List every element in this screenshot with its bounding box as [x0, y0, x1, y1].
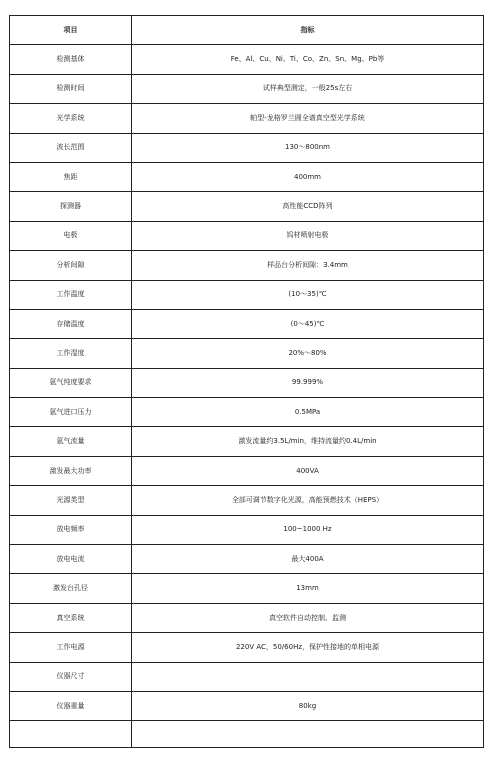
row-spec: 130～800nm [132, 133, 484, 162]
table-row [10, 339, 484, 368]
table-row [10, 221, 484, 250]
row-spec: 全部可调节数字化光源，高能预燃技术（HEPS） [132, 486, 484, 515]
table-row [10, 486, 484, 515]
spec-table-container [9, 15, 483, 748]
table-row [10, 309, 484, 338]
row-item: 仪器尺寸 [10, 662, 132, 691]
row-spec: 99.999% [132, 368, 484, 397]
row-item: 探测器 [10, 192, 132, 221]
table-row [10, 74, 484, 103]
row-item: 波长范围 [10, 133, 132, 162]
row-item: 工作电源 [10, 633, 132, 662]
table-body [10, 45, 484, 748]
row-item: 焦距 [10, 162, 132, 191]
row-spec: 真空软件自动控制、监测 [132, 603, 484, 632]
row-spec: 13mm [132, 574, 484, 603]
row-spec: 样品台分析间隙：3.4mm [132, 251, 484, 280]
table-row [10, 368, 484, 397]
table-row [10, 515, 484, 544]
table-row [10, 574, 484, 603]
table-row [10, 545, 484, 574]
row-item: 存储温度 [10, 309, 132, 338]
row-spec: 100~1000 Hz [132, 515, 484, 544]
table-row [10, 721, 484, 748]
row-spec: (0～45)℃ [132, 309, 484, 338]
row-spec: 激发流量约3.5L/min，维持流量约0.4L/min [132, 427, 484, 456]
row-item: 氩气流量 [10, 427, 132, 456]
table-row [10, 133, 484, 162]
row-item: 激发台孔径 [10, 574, 132, 603]
row-spec: 试样典型测定，一般25s左右 [132, 74, 484, 103]
row-item: 仪器重量 [10, 691, 132, 720]
row-item: 检测基体 [10, 45, 132, 74]
row-spec: 20%～80% [132, 339, 484, 368]
row-spec [132, 662, 484, 691]
row-spec: 400VA [132, 456, 484, 485]
row-item: 工作温度 [10, 280, 132, 309]
row-spec: (10～35)℃ [132, 280, 484, 309]
row-item: 激发最大功率 [10, 456, 132, 485]
row-spec: 高性能CCD阵列 [132, 192, 484, 221]
row-item: 真空系统 [10, 603, 132, 632]
table-row [10, 603, 484, 632]
row-item: 光源类型 [10, 486, 132, 515]
row-item: 氩气进口压力 [10, 398, 132, 427]
table-row [10, 398, 484, 427]
row-spec: 最大400A [132, 545, 484, 574]
table-row [10, 280, 484, 309]
row-spec: Fe、Al、Cu、Ni、Ti、Co、Zn、Sn、Mg、Pb等 [132, 45, 484, 74]
row-spec: 80kg [132, 691, 484, 720]
row-item: 电极 [10, 221, 132, 250]
spec-table [9, 15, 484, 748]
row-spec: 0.5MPa [132, 398, 484, 427]
row-spec: 400mm [132, 162, 484, 191]
row-spec: 钨材喷射电极 [132, 221, 484, 250]
table-row [10, 427, 484, 456]
table-row [10, 251, 484, 280]
table-row [10, 45, 484, 74]
row-item: 放电频率 [10, 515, 132, 544]
table-row [10, 104, 484, 133]
row-item: 检测时间 [10, 74, 132, 103]
row-item: 工作湿度 [10, 339, 132, 368]
table-row [10, 633, 484, 662]
row-item: 光学系统 [10, 104, 132, 133]
table-row [10, 456, 484, 485]
row-item: 分析间隙 [10, 251, 132, 280]
header-spec: 指标 [132, 16, 484, 45]
table-row [10, 662, 484, 691]
header-item: 项目 [10, 16, 132, 45]
row-spec: 220V AC，50/60Hz，保护性接地的单相电源 [132, 633, 484, 662]
table-header-row [10, 16, 484, 45]
row-item: 放电电流 [10, 545, 132, 574]
row-spec [132, 721, 484, 748]
row-item: 氩气纯度要求 [10, 368, 132, 397]
table-row [10, 192, 484, 221]
table-row [10, 691, 484, 720]
row-item [10, 721, 132, 748]
table-row [10, 162, 484, 191]
row-spec: 帕型-龙格罗兰圆全谱真空型光学系统 [132, 104, 484, 133]
